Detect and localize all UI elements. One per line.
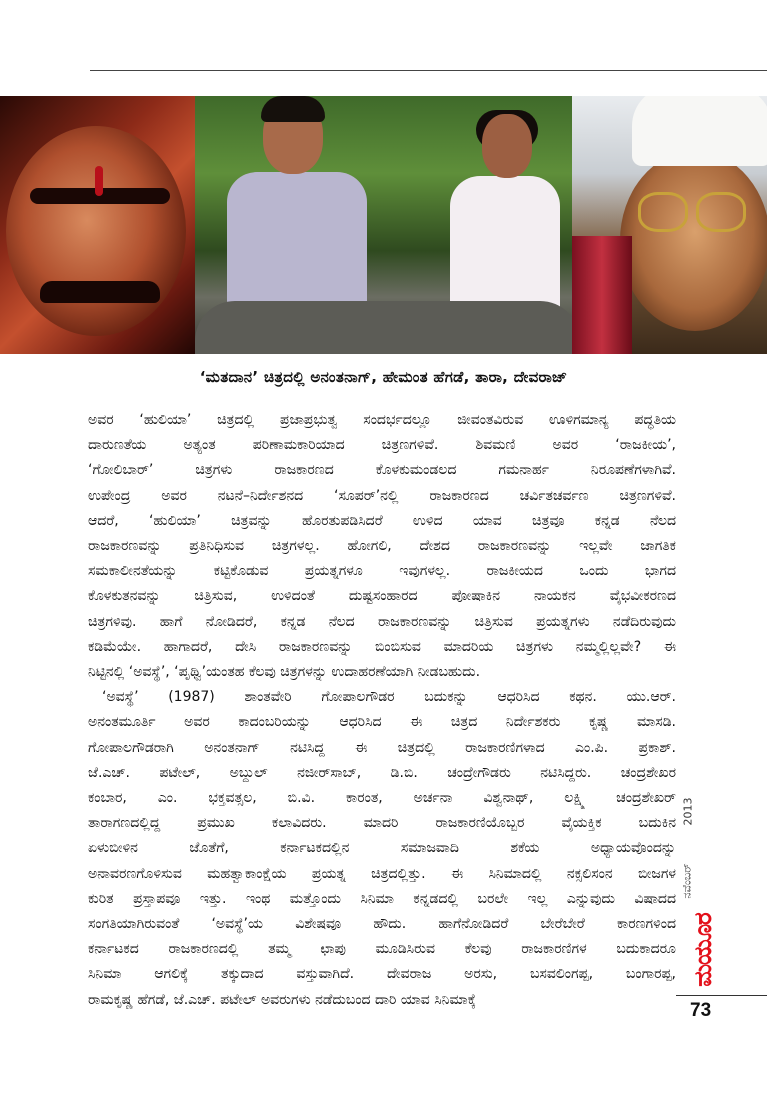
body-line: ಜೆ.ಎಚ್. ಪಟೇಲ್, ಅಬ್ದುಲ್ ನಜೀರ್‌ಸಾಬ್, ಡಿ.ಬಿ. ಚಂದ್ರೇಗೌಡರು ನಟಿಸಿದ್ದರು. ಚಂದ್ರಶೇಖರ [88, 764, 676, 781]
page-number: 73 [690, 1000, 712, 1021]
body-line: ಗೋಪಾಲಗೌಡರಾಗಿ ಅನಂತನಾಗ್ ನಟಿಸಿದ್ದ ಈ ಚಿತ್ರದಲ್ಲಿ ರಾಜಕಾರಣಿಗಳಾದ ಎಂ.ಪಿ. ಪ್ರಕಾಶ್. [88, 739, 676, 756]
cap-shape [632, 96, 767, 166]
actor-closeup-photo [0, 96, 200, 354]
top-rule [90, 70, 767, 71]
body-line: ‘ಗೋಲಿಬಾರ್’ ಚಿತ್ರಗಳು ರಾಜಕಾರಣದ ಕೊಳಕುಮಂಡಲದ ಗಮನಾರ್ಹ ನಿರೂಪಣೆಗಳಾಗಿವೆ. [88, 462, 676, 479]
garden-scene-photo [195, 96, 580, 354]
body-line: ಅನಾವರಣಗೊಳಿಸುವ ಮಹತ್ವಾಕಾಂಕ್ಷೆಯ ಪ್ರಯತ್ನ ಚಿತ್ರದಲ್ಲಿತ್ತು. ಈ ಸಿನಿಮಾದಲ್ಲಿ ನಕ್ಸಲಿಸಂನ ಬೀಜಗಳ [88, 865, 676, 882]
body-line: ಕುರಿತ ಪ್ರಸ್ತಾಪವೂ ಇತ್ತು. ಇಂಥ ಮತ್ತೊಂದು ಸಿನಿಮಾ ಕನ್ನಡದಲ್ಲಿ ಬರಲೇ ಇಲ್ಲ ಎನ್ನುವುದು ವಿಷಾದದ [88, 890, 676, 907]
body-line: ರಾಮಕೃಷ್ಣ ಹೆಗಡೆ, ಜೆ.ಎಚ್. ಪಟೇಲ್ ಅವರುಗಳು ನಡೆದುಬಂದ ದಾರಿ ಯಾವ ಸಿನಿಮಾಕ್ಕೆ [88, 991, 476, 1008]
body-line: ಉಪೇಂದ್ರ ಅವರ ನಟನೆ–ನಿರ್ದೇಶನದ ‘ಸೂಪರ್’ನಲ್ಲಿ ರಾಜಕಾರಣದ ಚರ್ವಿತಚರ್ವಣ ಚಿತ್ರಣಗಳಿವೆ. [88, 487, 676, 504]
book-shape [572, 236, 632, 354]
film-stills-photo [0, 96, 767, 354]
magazine-logo [683, 905, 721, 995]
body-line: ಚಿತ್ರಗಳಿವು. ಹಾಗೆ ನೋಡಿದರೆ, ಕನ್ನಡ ನೆಲದ ರಾಜಕಾರಣವನ್ನು ಚಿತ್ರಿಸುವ ಪ್ರಯತ್ನಗಳು ನಡೆದಿರುವುದು [88, 613, 676, 630]
body-line: ತಾರಾಗಣದಲ್ಲಿದ್ದ ಪ್ರಮುಖ ಕಲಾವಿದರು. ಮಾದರಿ ರಾಜಕಾರಣಿಯೊಬ್ಬರ ವೈಯಕ್ತಿಕ ಬದುಕಿನ [88, 815, 676, 832]
rock-shape [195, 301, 580, 354]
issue-month: ನವೆಂಬರ್ [680, 863, 694, 899]
body-line: ನಿಟ್ಟಿನಲ್ಲಿ ‘ಅವಸ್ಥೆ’, ‘ಪೃಥ್ವಿ’ಯಂತಹ ಕೆಲವು ಚಿತ್ರಗಳನ್ನು ಉದಾಹರಣೆಯಾಗಿ ನೀಡಬಹುದು. [88, 664, 481, 681]
issue-year: 2013 [681, 797, 695, 826]
body-line: ಆದರೆ, ‘ಹುಲಿಯಾ’ ಚಿತ್ರವನ್ನು ಹೊರತುಪಡಿಸಿದರೆ ಉಳಿದ ಯಾವ ಚಿತ್ರವೂ ಕನ್ನಡ ನೆಲದ [88, 512, 676, 529]
politician-portrait-photo [572, 96, 767, 354]
face-shape [6, 126, 186, 336]
article-body [88, 408, 676, 1013]
body-line: ಅವರ ‘ಹುಲಿಯಾ’ ಚಿತ್ರದಲ್ಲಿ ಪ್ರಜಾಪ್ರಭುತ್ವ ಸಂದರ್ಭದಲ್ಲೂ ಜೀವಂತವಿರುವ ಊಳಿಗಮಾನ್ಯ ಪದ್ಧತಿಯ [88, 412, 676, 428]
body-line: ಏಳುಬೀಳಿನ ಜೊತೆಗೆ, ಕರ್ನಾಟಕದಲ್ಲಿನ ಸಮಾಜವಾದಿ ಶಕೆಯ ಅಧ್ಯಾಯವೊಂದನ್ನು [88, 840, 676, 857]
body-line: ಸಂಗತಿಯಾಗಿರುವಂತೆ ‘ಅವಸ್ಥೆ’ಯ ವಿಶೇಷವೂ ಹೌದು. ಹಾಗೆನೋಡಿದರೆ ಬೇರೆಬೇರೆ ಕಾರಣಗಳಿಂದ [88, 916, 676, 933]
photo-caption: ‘ಮತದಾನ’ ಚಿತ್ರದಲ್ಲಿ ಅನಂತನಾಗ್, ಹೇಮಂತ ಹೆಗಡೆ, ತಾರಾ, ದೇವರಾಜ್ [199, 368, 568, 386]
body-line: ಕರ್ನಾಟಕದ ರಾಜಕಾರಣದಲ್ಲಿ ತಮ್ಮ ಛಾಪು ಮೂಡಿಸಿರುವ ಕೆಲವು ರಾಜಕಾರಣಿಗಳ ಬದುಕಾದರೂ [88, 941, 676, 958]
man-figure [215, 96, 365, 326]
body-line: ದಾರುಣತೆಯ ಅತ್ಯಂತ ಪರಿಣಾಮಕಾರಿಯಾದ ಚಿತ್ರಣಗಳಿವೆ. ಶಿವಮಣಿ ಅವರ ‘ರಾಜಕೀಯ’, [88, 437, 676, 454]
body-line: ಸಮಕಾಲೀನತೆಯನ್ನು ಕಟ್ಟಿಕೊಡುವ ಪ್ರಯತ್ನಗಳೂ ಇವುಗಳಲ್ಲ. ರಾಜಕೀಯದ ಒಂದು ಭಾಗದ [88, 563, 676, 580]
body-line: ಅನಂತಮೂರ್ತಿ ಅವರ ಕಾದಂಬರಿಯನ್ನು ಆಧರಿಸಿದ ಈ ಚಿತ್ರದ ನಿರ್ದೇಶಕರು ಕೃಷ್ಣ ಮಾಸಡಿ. [88, 714, 676, 731]
body-line: ಸಿನಿಮಾ ಆಗಲಿಕ್ಕೆ ತಕ್ಕುದಾದ ವಸ್ತುವಾಗಿದೆ. ದೇವರಾಜ ಅರಸು, ಬಸವಲಿಂಗಪ್ಪ, ಬಂಗಾರಪ್ಪ, [88, 966, 676, 983]
body-line: ಕಂಬಾರ, ಎಂ. ಭಕ್ತವತ್ಸಲ, ಬಿ.ವಿ. ಕಾರಂತ, ಅರ್ಚನಾ ವಿಶ್ವನಾಥ್, ಲಕ್ಷ್ಮಿ ಚಂದ್ರಶೇಖರ್ [88, 790, 676, 807]
body-line: ಕಡಿಮೆಯೇ. ಹಾಗಾದರೆ, ದೇಸಿ ರಾಜಕಾರಣವನ್ನು ಬಿಂಬಿಸುವ ಮಾದರಿಯ ಚಿತ್ರಗಳು ನಮ್ಮಲ್ಲಿಲ್ಲವೇ? ಈ [88, 638, 676, 655]
magazine-name: ಮಯೂರ [689, 913, 717, 987]
body-line: ರಾಜಕಾರಣವನ್ನು ಪ್ರತಿನಿಧಿಸುವ ಚಿತ್ರಗಳಲ್ಲ. ಹೋಗಲಿ, ದೇಶದ ರಾಜಕಾರಣವನ್ನು ಇಲ್ಲವೇ ಜಾಗತಿಕ [88, 538, 676, 555]
footer-rule [676, 995, 767, 996]
body-line: ಕೊಳಕುತನವನ್ನು ಚಿತ್ರಿಸುವ, ಉಳಿದಂತೆ ದುಷ್ಟಸಂಹಾರದ ಪೋಷಾಕಿನ ನಾಯಕನ ವೈಭವೀಕರಣದ [88, 588, 676, 605]
body-line: ‘ಅವಸ್ಥೆ’ (1987) ಶಾಂತವೇರಿ ಗೋಪಾಲಗೌಡರ ಬದುಕನ್ನು ಆಧರಿಸಿದ ಕಥನ. ಯು.ಆರ್. [102, 689, 676, 706]
